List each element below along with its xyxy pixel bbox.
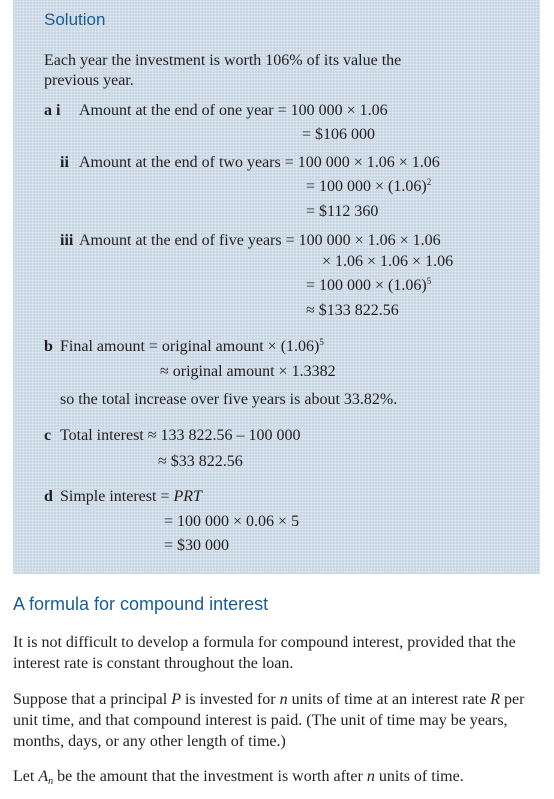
part-a-i-line-1: Amount at the end of one year = 100 000 × 1.06 xyxy=(79,102,388,119)
part-d-line-3: = $30 000 xyxy=(164,537,230,554)
exponent-5: 5 xyxy=(426,276,432,286)
part-a-iii-line-1: Amount at the end of five years = 100 000 × 1.06 × 1.06 xyxy=(79,232,441,249)
intro-line-2: previous year. xyxy=(44,72,134,89)
exponent-2: 2 xyxy=(426,177,432,187)
part-a-iii-line-4: ≈ $133 822.56 xyxy=(306,302,399,319)
part-a-iii-label: iii xyxy=(60,232,74,249)
part-c-line-1: Total interest ≈ 133 822.56 – 100 000 xyxy=(60,427,301,444)
paragraph-1: It is not difficult to develop a formula for compound interest, provided that the interest rate is constant throughout the loan. xyxy=(13,634,516,672)
part-c-label: c xyxy=(44,427,52,444)
part-b-line-3: so the total increase over five years is about 33.82%. xyxy=(60,391,398,408)
part-d-line-1: Simple interest = PRT xyxy=(60,488,202,505)
part-d-line-2: = 100 000 × 0.06 × 5 xyxy=(164,513,300,530)
solution-heading: Solution xyxy=(44,10,106,29)
part-b-line-2: ≈ original amount × 1.3382 xyxy=(160,363,336,380)
intro-line-1: Each year the investment is worth 106% of its value the xyxy=(44,52,402,69)
paragraph-3: Let $A_n$ be the amount that the investment is worth after n units of time. xyxy=(13,768,464,787)
part-a-ii-label: ii xyxy=(60,154,69,171)
part-a-ii-line-2: = 100 $000 \times (1.06)^2$ xyxy=(306,177,432,195)
part-a-i-line-2: = $106 000 xyxy=(302,126,376,143)
formula-prt: PRT xyxy=(173,488,202,505)
part-a-i-label: a i xyxy=(44,102,61,119)
part-c-line-2: ≈ $33 822.56 xyxy=(158,453,243,470)
exponent-5: 5 xyxy=(319,337,324,347)
part-a-ii-line-3: = $112 360 xyxy=(306,203,379,220)
part-a-iii-line-3: = 100 $000 \times (1.06)^5$ xyxy=(306,276,432,294)
paragraph-2: Suppose that a principal P is invested for n units of time at an interest rate R per unit time, and that compound interest is paid. (The unit of time may be years, months, days, or any other length of time.) xyxy=(13,691,525,750)
part-a-ii-line-1: Amount at the end of two years = 100 000 × 1.06 × 1.06 xyxy=(79,154,440,171)
section-heading: A formula for compound interest xyxy=(13,594,269,614)
part-b-line-1: Final amount = original amount × $(1.06)^5$ xyxy=(60,337,324,355)
part-d-label: d xyxy=(44,488,53,505)
part-b-label: b xyxy=(44,338,53,355)
part-a-iii-line-2: × 1.06 × 1.06 × 1.06 xyxy=(322,253,454,270)
